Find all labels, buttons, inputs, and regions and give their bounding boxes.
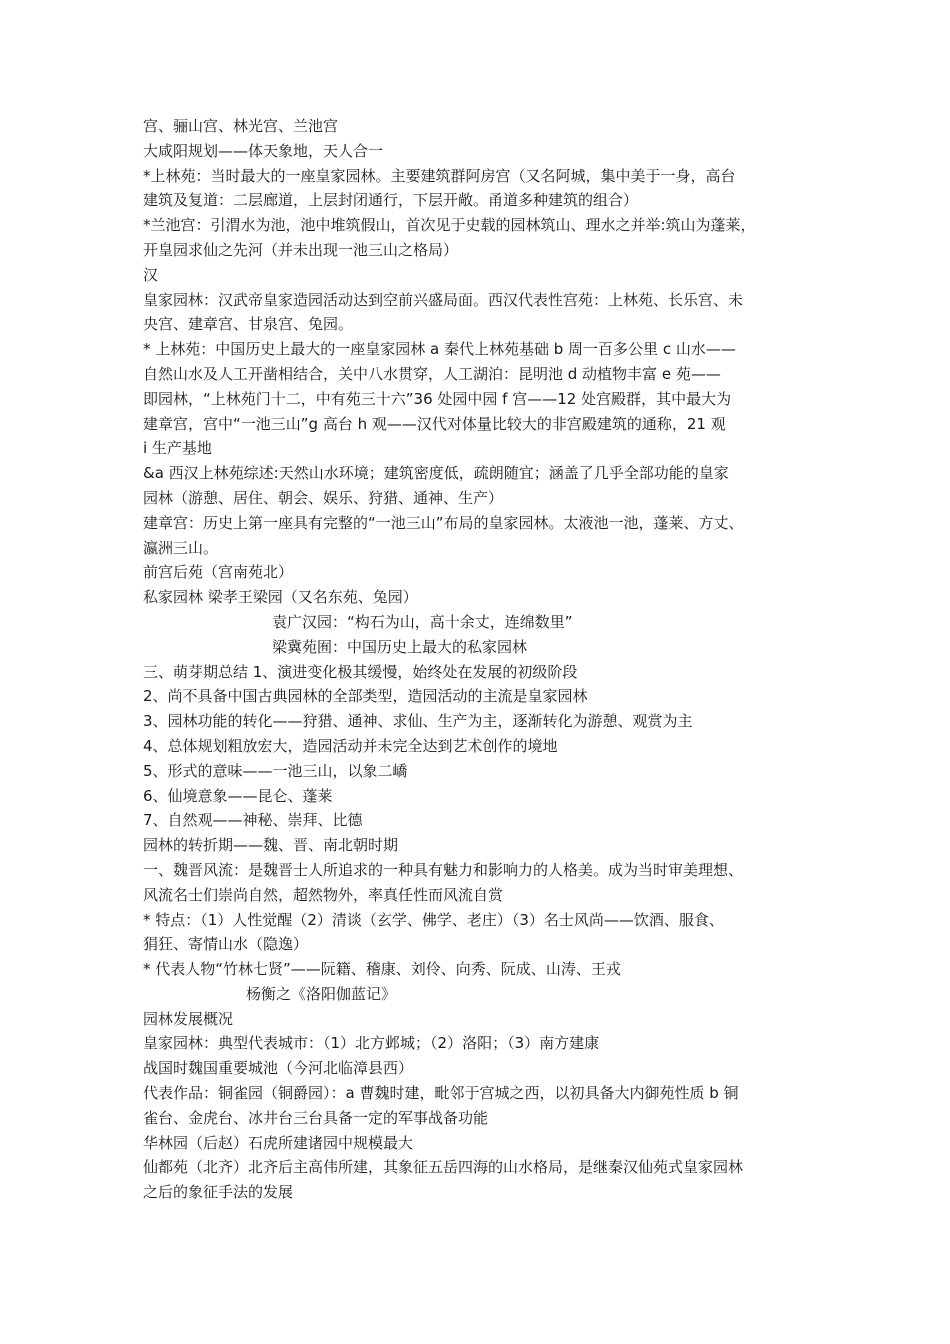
text-line-indented: 杨衡之《洛阳伽蓝记》 [246, 984, 397, 1003]
document-body [143, 114, 820, 1205]
text-line-indented: 袁广汉园：“构石为山，高十余丈，连绵数里” [272, 612, 573, 631]
section-heading: 园林发展概况 [143, 1009, 234, 1028]
list-item: 4、总体规划粗放宏大，造园活动并未完全达到艺术创作的境地 [143, 736, 558, 755]
text-line: 战国时魏国重要城池（今河北临漳县西） [143, 1059, 414, 1078]
list-item: 7、自然观——神秘、崇拜、比德 [143, 811, 363, 830]
text-line: *上林苑：当时最大的一座皇家园林。主要建筑群阿房宫（又名阿城，集中美于一身，高台 [143, 166, 736, 185]
text-line: 瀛洲三山。 [143, 538, 219, 557]
text-line: 大咸阳规划——体天象地，天人合一 [143, 141, 384, 160]
text-line: * 上林苑：中国历史上最大的一座皇家园林 a 秦代上林苑基础 b 周一百多公里 c 山水—— [143, 340, 736, 359]
list-item: 5、形式的意味——一池三山，以象二嶠 [143, 761, 408, 780]
text-line-indented: 梁冀苑囿：中国历史上最大的私家园林 [272, 637, 528, 656]
text-line: 建筑及复道：二层廊道，上层封闭通行，下层开敞。甬道多种建筑的组合） [143, 191, 639, 210]
text-line: 园林（游憩、居住、朝会、娱乐、狩猎、通神、生产） [143, 488, 504, 507]
section-heading: 园林的转折期——魏、晋、南北朝时期 [143, 836, 399, 855]
text-line: 建章宫，宫中“一池三山”g 高台 h 观——汉代对体量比较大的非宫殿建筑的通称，21 观 [143, 414, 726, 433]
text-line: 风流名士们崇尚自然，超然物外，率真任性而风流自赏 [143, 885, 504, 904]
text-line: i 生产基地 [143, 439, 212, 458]
text-line: 开皇园求仙之先河（并未出现一池三山之格局） [143, 240, 459, 259]
text-line: 自然山水及人工开凿相结合，关中八水贯穿，人工湖泊：昆明池 d 动植物丰富 e 苑—— [143, 364, 721, 383]
text-line: 央宫、建章宫、甘泉宫、兔园。 [143, 315, 354, 334]
text-line: 仙都苑（北齐）北齐后主高伟所建，其象征五岳四海的山水格局，是继秦汉仙苑式皇家园林 [143, 1158, 744, 1177]
text-line: 一、魏晋风流：是魏晋士人所追求的一种具有魅力和影响力的人格美。成为当时审美理想、 [143, 860, 744, 879]
text-line: 代表作品：铜雀园（铜爵园）：a 曹魏时建，毗邻于宫城之西，以初具备大内御苑性质 b 铜 [143, 1084, 739, 1103]
text-line: 前宫后苑（宫南苑北） [143, 563, 294, 582]
list-item: 2、尚不具备中国古典园林的全部类型，造园活动的主流是皇家园林 [143, 687, 588, 706]
text-line: *兰池宫：引渭水为池，池中堆筑假山，首次见于史载的园林筑山、理水之并举:筑山为蓬莱， [143, 216, 756, 235]
text-line: 皇家园林：典型代表城市：（1）北方邺城；（2）洛阳；（3）南方建康 [143, 1034, 600, 1053]
text-line: 之后的象征手法的发展 [143, 1183, 294, 1202]
text-line: 华林园（后赵）石虎所建诸园中规模最大 [143, 1133, 414, 1152]
text-line: * 特点：（1）人性觉醒（2）清谈（玄学、佛学、老庄）（3）名士风尚——饮酒、服食、 [143, 910, 724, 929]
section-heading: 汉 [143, 265, 159, 284]
text-line: 即园林，“上林苑门十二，中有苑三十六”36 处园中园 f 宫——12 处宫殿群，其中最大为 [143, 389, 732, 408]
list-item: 6、仙境意象——昆仑、蓬莱 [143, 786, 333, 805]
text-line: 狷狂、寄情山水（隐逸） [143, 935, 309, 954]
text-line: 三、萌芽期总结 1、演进变化极其缓慢，始终处在发展的初级阶段 [143, 662, 578, 681]
text-line: * 代表人物“竹林七贤”——阮籍、稽康、刘伶、向秀、阮成、山涛、王戎 [143, 960, 621, 979]
text-line: 雀台、金虎台、冰井台三台具备一定的军事战备功能 [143, 1108, 489, 1127]
text-line: 宫、骊山宫、林光宫、兰池宫 [143, 117, 339, 135]
text-line: 私家园林 梁孝王梁园（又名东苑、兔园） [143, 588, 418, 607]
list-item: 3、园林功能的转化——狩猎、通神、求仙、生产为主，逐渐转化为游憩、观赏为主 [143, 712, 693, 731]
text-line: 建章宫：历史上第一座具有完整的“一池三山”布局的皇家园林。太液池一池，蓬莱、方丈、 [143, 513, 744, 532]
text-line: &a 西汉上林苑综述:天然山水环境；建筑密度低，疏朗随宜；涵盖了几乎全部功能的皇家 [143, 464, 729, 483]
text-line: 皇家园林：汉武帝皇家造园活动达到空前兴盛局面。西汉代表性宫苑：上林苑、长乐宫、未 [143, 290, 744, 309]
